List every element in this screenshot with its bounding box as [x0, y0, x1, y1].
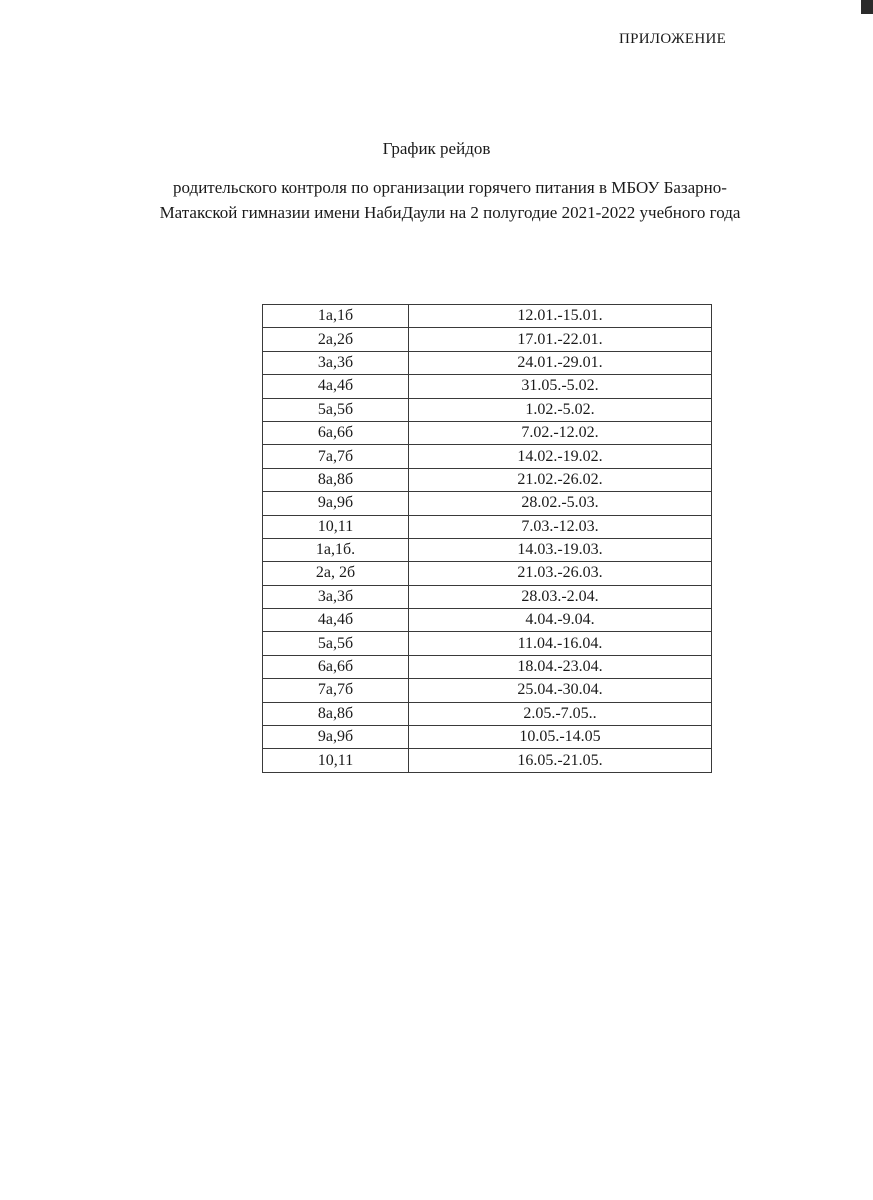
- class-cell: 9а,9б: [263, 492, 409, 515]
- class-cell: 3а,3б: [263, 585, 409, 608]
- period-cell: 7.03.-12.03.: [409, 515, 712, 538]
- class-cell: 8а,8б: [263, 468, 409, 491]
- period-cell: 31.05.-5.02.: [409, 375, 712, 398]
- class-cell: 10,11: [263, 749, 409, 772]
- period-cell: 11.04.-16.04.: [409, 632, 712, 655]
- table-row: [263, 655, 712, 678]
- class-cell: 7а,7б: [263, 445, 409, 468]
- period-cell: 18.04.-23.04.: [409, 655, 712, 678]
- table-row: [263, 328, 712, 351]
- period-cell: 28.02.-5.03.: [409, 492, 712, 515]
- table-row: [263, 351, 712, 374]
- scan-edge-mark: [861, 0, 873, 14]
- period-cell: 21.03.-26.03.: [409, 562, 712, 585]
- period-cell: 4.04.-9.04.: [409, 609, 712, 632]
- subtitle-line-2: Матакской гимназии имени НабиДаули на 2 полугодие 2021-2022 учебного года: [159, 203, 741, 222]
- table-row: [263, 679, 712, 702]
- table-row: [263, 702, 712, 725]
- class-cell: 1а,1б: [263, 305, 409, 328]
- schedule-body: [263, 305, 712, 773]
- period-cell: 10.05.-14.05: [409, 726, 712, 749]
- document-title: График рейдов: [382, 139, 491, 158]
- period-cell: 21.02.-26.02.: [409, 468, 712, 491]
- appendix-label: ПРИЛОЖЕНИЕ: [619, 31, 727, 47]
- class-cell: 4а,4б: [263, 609, 409, 632]
- table-row: [263, 585, 712, 608]
- table-row: [263, 726, 712, 749]
- period-cell: 17.01.-22.01.: [409, 328, 712, 351]
- class-cell: 3а,3б: [263, 351, 409, 374]
- table-row: [263, 305, 712, 328]
- period-cell: 14.02.-19.02.: [409, 445, 712, 468]
- table-row: [263, 445, 712, 468]
- table-row: [263, 538, 712, 561]
- class-cell: 9а,9б: [263, 726, 409, 749]
- table-row: [263, 421, 712, 444]
- table-row: [263, 375, 712, 398]
- table-row: [263, 609, 712, 632]
- class-cell: 4а,4б: [263, 375, 409, 398]
- period-cell: 16.05.-21.05.: [409, 749, 712, 772]
- table-row: [263, 468, 712, 491]
- document-subtitle: [60, 175, 840, 225]
- subtitle-line-1: родительского контроля по организации горячего питания в МБОУ Базарно-: [173, 178, 727, 197]
- table-row: [263, 515, 712, 538]
- class-cell: 6а,6б: [263, 421, 409, 444]
- period-cell: 14.03.-19.03.: [409, 538, 712, 561]
- period-cell: 25.04.-30.04.: [409, 679, 712, 702]
- class-cell: 8а,8б: [263, 702, 409, 725]
- period-cell: 24.01.-29.01.: [409, 351, 712, 374]
- class-cell: 2а,2б: [263, 328, 409, 351]
- class-cell: 5а,5б: [263, 632, 409, 655]
- table-row: [263, 749, 712, 772]
- table-row: [263, 632, 712, 655]
- table-row: [263, 398, 712, 421]
- period-cell: 28.03.-2.04.: [409, 585, 712, 608]
- table-row: [263, 562, 712, 585]
- class-cell: 1а,1б.: [263, 538, 409, 561]
- period-cell: 2.05.-7.05..: [409, 702, 712, 725]
- class-cell: 10,11: [263, 515, 409, 538]
- period-cell: 7.02.-12.02.: [409, 421, 712, 444]
- period-cell: 1.02.-5.02.: [409, 398, 712, 421]
- class-cell: 5а,5б: [263, 398, 409, 421]
- table-row: [263, 492, 712, 515]
- raid-schedule-table: [262, 304, 712, 773]
- class-cell: 2а, 2б: [263, 562, 409, 585]
- class-cell: 7а,7б: [263, 679, 409, 702]
- period-cell: 12.01.-15.01.: [409, 305, 712, 328]
- class-cell: 6а,6б: [263, 655, 409, 678]
